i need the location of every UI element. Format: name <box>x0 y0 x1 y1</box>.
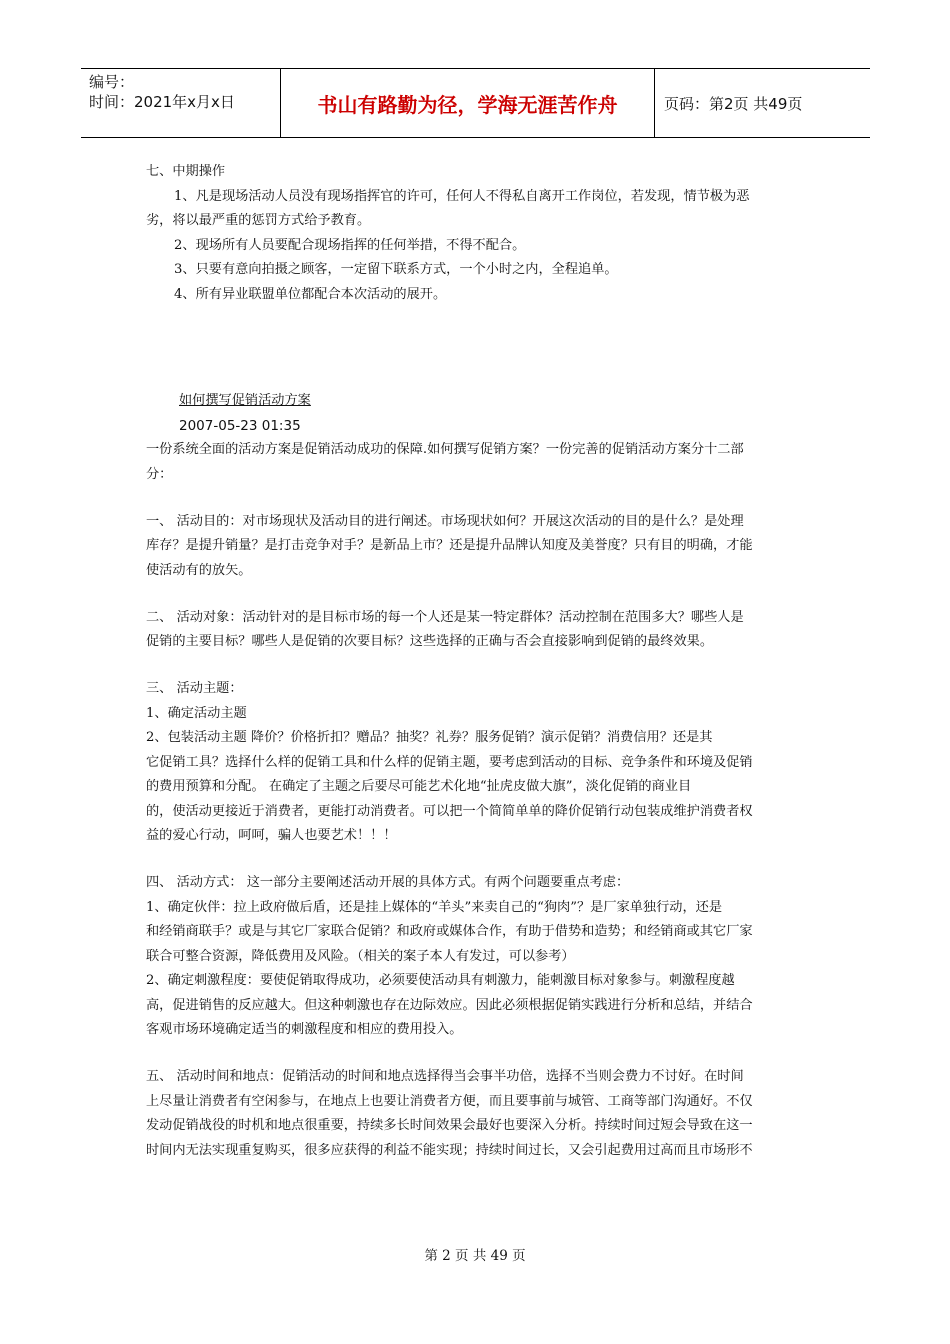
header-motto: 书山有路勤为径，学海无涯苦作舟 <box>281 69 655 137</box>
paragraph-line: 它促销工具？选择什么样的促销工具和什么样的促销主题，要考虑到活动的目标、竞争条件和环境及促销 <box>146 754 753 770</box>
paragraph-line: 4、所有异业联盟单位都配合本次活动的展开。 <box>174 286 447 302</box>
article-date: 2007-05-23 01:35 <box>179 417 301 434</box>
number-label: 编号： <box>89 73 135 91</box>
paragraph-line: 3、只要有意向拍摄之顾客，一定留下联系方式，一个小时之内，全程追单。 <box>174 262 618 277</box>
paragraph-line: 的费用预算和分配。 在确定了主题之后要尽可能艺术化地“扯虎皮做大旗”，淡化促销的商业目 <box>146 779 692 794</box>
paragraph-line: 发动促销战役的时机和地点很重要，持续多长时间效果会最好也要深入分析。持续时间过短会导致在这一 <box>146 1118 753 1133</box>
paragraph-line: 1、凡是现场活动人员没有现场指挥官的许可，任何人不得私自离开工作岗位，若发现，情节极为恶 <box>174 188 750 204</box>
paragraph-line: 2、确定刺激程度：要使促销取得成功，必须要使活动具有刺激力，能刺激目标对象参与。刺激程度越 <box>146 973 735 988</box>
paragraph-line: 上尽量让消费者有空闲参与，在地点上也要让消费者方便，而且要事前与城管、工商等部门沟通好。不仅 <box>146 1093 753 1109</box>
header-page-label: 页码：第2页 共49页 <box>664 94 803 113</box>
paragraph-line: 高，促进销售的反应越大。但这种刺激也存在边际效应。因此必须根据促销实践进行分析和总结，并结合 <box>146 997 753 1013</box>
article-title-link[interactable]: 如何撰写促销活动方案 <box>179 393 311 408</box>
paragraph-line: 分： <box>146 466 173 482</box>
time-label: 时间：2021年x月x日 <box>89 93 235 111</box>
paragraph-line: 使活动有的放矢。 <box>146 562 252 578</box>
paragraph-line: 和经销商联手？或是与其它厂家联合促销？和政府或媒体合作，有助于借势和造势；和经销商或其它厂家 <box>146 924 753 939</box>
paragraph-line: 2、包装活动主题 降价？价格折扣？赠品？抽奖？礼券？服务促销？演示促销？消费信用？还是其 <box>146 730 713 745</box>
header-meta <box>81 69 281 137</box>
paragraph-line: 二、 活动对象：活动针对的是目标市场的每一个人还是某一特定群体？活动控制在范围多大？哪些人是 <box>146 609 744 625</box>
paragraph-line: 五、 活动时间和地点：促销活动的时间和地点选择得当会事半功倍，选择不当则会费力不讨好。在时间 <box>146 1069 744 1084</box>
paragraph-line: 益的爱心行动，呵呵，骗人也要艺术！！！ <box>146 828 397 843</box>
paragraph-line: 一、 活动目的：对市场现状及活动目的进行阐述。市场现状如何？开展这次活动的目的是什么？是处理 <box>146 513 744 529</box>
page-footer: 第 2 页 共 49 页 <box>424 1248 526 1264</box>
paragraph-line: 库存？是提升销量？是打击竞争对手？是新品上市？还是提升品牌认知度及美誉度？只有目的明确，才能 <box>146 538 753 553</box>
paragraph-line: 四、 活动方式： 这一部分主要阐述活动开展的具体方式。有两个问题要重点考虑： <box>146 875 630 890</box>
paragraph-line: 的，使活动更接近于消费者，更能打动消费者。可以把一个简简单单的降价促销行动包装成维护消费者权 <box>146 803 753 819</box>
paragraph-line: 1、确定活动主题 <box>146 705 247 721</box>
paragraph-line: 时间内无法实现重复购买，很多应获得的利益不能实现；持续时间过长，又会引起费用过高而且市场形不 <box>146 1142 753 1158</box>
paragraph-line: 促销的主要目标？哪些人是促销的次要目标？这些选择的正确与否会直接影响到促销的最终效果。 <box>146 634 714 649</box>
document-body <box>146 160 808 1163</box>
paragraph-line: 三、 活动主题： <box>146 681 243 696</box>
section-title: 七、中期操作 <box>146 164 226 179</box>
paragraph-line: 一份系统全面的活动方案是促销活动成功的保障.如何撰写促销方案？一份完善的促销活动方案分十二部 <box>146 442 744 457</box>
paragraph-line: 1、确定伙伴：拉上政府做后盾，还是挂上媒体的“羊头”来卖自己的“狗肉”？是厂家单独行动，还是 <box>146 899 723 915</box>
paragraph-line: 联合可整合资源，降低费用及风险。（相关的案子本人有发过，可以参考） <box>146 948 575 964</box>
page-header <box>81 68 870 138</box>
paragraph-line: 2、现场所有人员要配合现场指挥的任何举措，不得不配合。 <box>174 237 526 253</box>
paragraph-line: 客观市场环境确定适当的刺激程度和相应的费用投入。 <box>146 1022 463 1037</box>
paragraph-line: 劣，将以最严重的惩罚方式给予教育。 <box>146 213 371 228</box>
